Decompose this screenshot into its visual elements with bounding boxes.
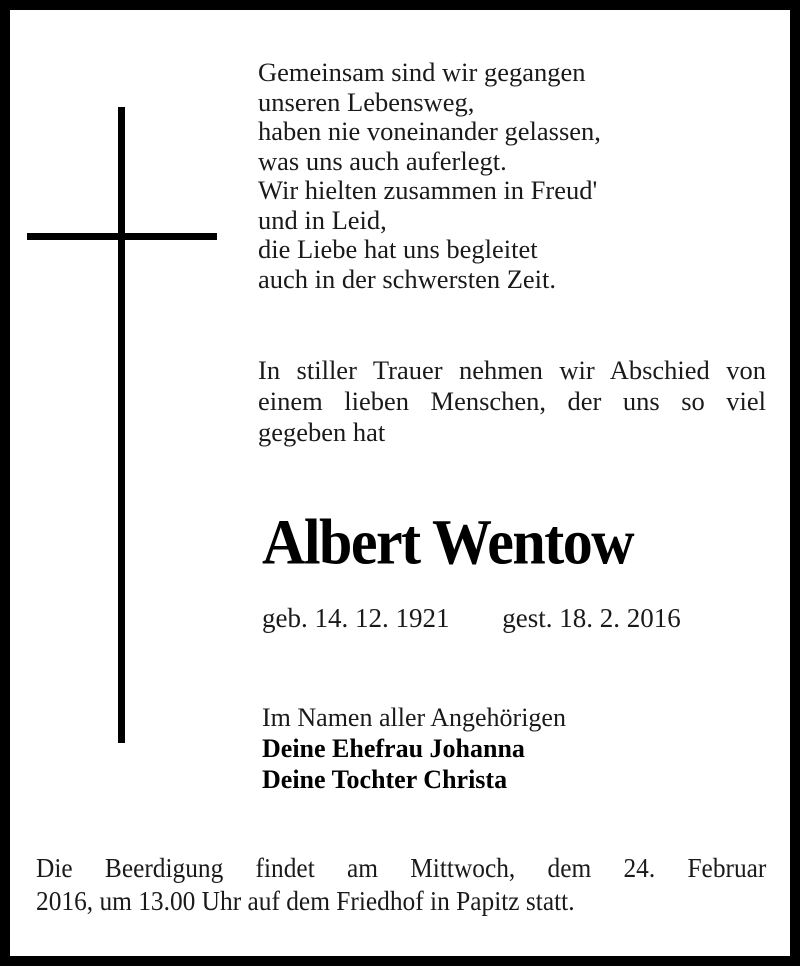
poem-line: die Liebe hat uns begleitet [258, 234, 538, 264]
poem-line: Wir hielten zusammen in Freud' [258, 175, 598, 205]
farewell-text: In stiller Trauer nehmen wir Abschied von einem lieben Menschen, der uns so viel gegeben hat [258, 355, 766, 447]
poem-line: was uns auch auferlegt. [258, 145, 507, 176]
funeral-line: Die Beerdigung findet am Mittwoch, dem 24. Februar [36, 853, 767, 883]
obituary-notice [10, 10, 790, 956]
birth-date: geb. 14. 12. 1921 [262, 603, 450, 633]
poem-line: und in Leid, [258, 204, 387, 235]
family-intro: Im Namen aller Angehörigen [262, 703, 566, 732]
family-signature [262, 702, 566, 795]
death-date: gest. 18. 2. 2016 [502, 603, 681, 633]
family-member: Deine Ehefrau Johanna [262, 734, 525, 763]
poem-line: auch in der schwersten Zeit. [258, 263, 557, 294]
cross-icon-vertical [118, 107, 125, 743]
cross-icon-horizontal [27, 233, 217, 240]
family-member: Deine Tochter Christa [262, 765, 508, 794]
poem-line: Gemeinsam sind wir gegangen [258, 57, 586, 87]
life-dates [262, 603, 681, 634]
funeral-line: 2016, um 13.00 Uhr auf dem Friedhof in Papitz statt. [36, 886, 575, 916]
funeral-info [36, 852, 766, 918]
memorial-poem [258, 58, 678, 294]
poem-line: haben nie voneinander gelassen, [258, 116, 601, 146]
deceased-name: Albert Wentow [262, 506, 634, 578]
poem-line: unseren Lebensweg, [258, 86, 475, 117]
